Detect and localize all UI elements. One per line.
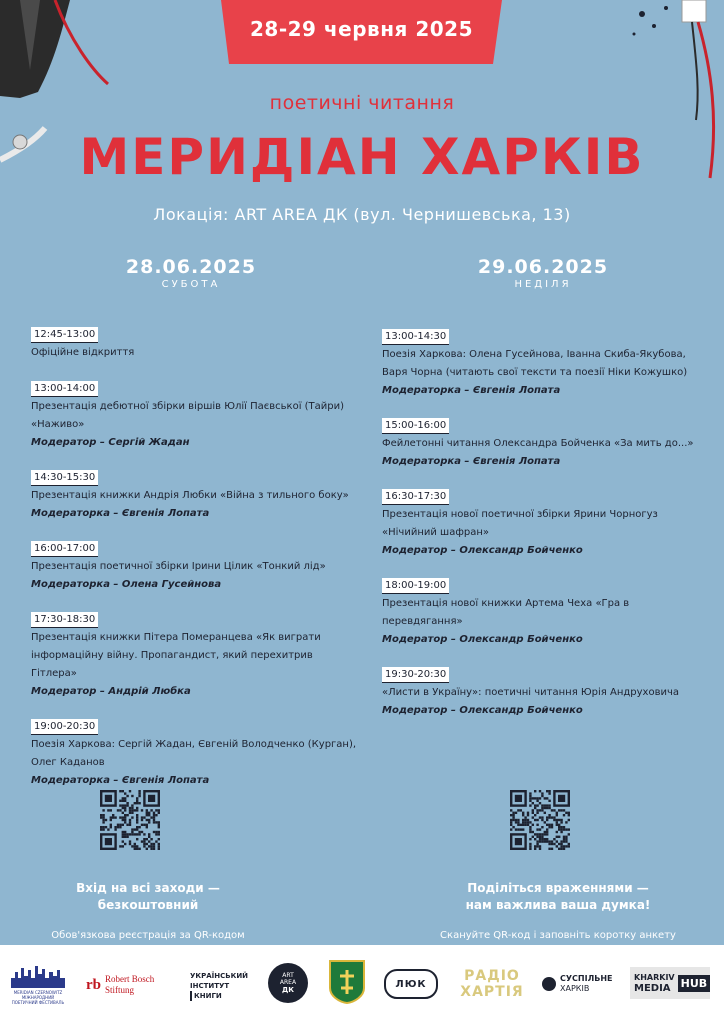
ukrainian-book-institute-logo (190, 967, 256, 1005)
suspilne-kharkiv-logo (542, 969, 618, 999)
bosch-line2: Stiftung (105, 985, 135, 995)
qr-right-caption (428, 880, 688, 941)
radio-khartiia-logo (456, 963, 528, 1005)
kharkiv-media-hub-logo (630, 967, 710, 999)
event-title: Презентація книжки Пітера Померанцева «Як виграти інформаційну війну. Пропагандист, який перехитрив Гітлера» (31, 632, 321, 679)
event-title: «Листи в Україну»: поетичні читання Юрія Андруховича (382, 687, 680, 698)
coat-of-arms-icon (329, 960, 365, 1004)
meridian-czernowitz-logo (8, 959, 68, 1009)
robert-bosch-stiftung-logo (86, 967, 170, 1003)
kharkiv-coat-of-arms-logo (328, 959, 366, 1005)
mediahub-line1: KHARKIV (634, 973, 675, 982)
event-moderator: Модераторка – Олена Гусейнова (31, 579, 222, 590)
event-moderator: Модераторка – Євгенія Лопата (382, 385, 561, 396)
qr-left-caption (18, 880, 278, 941)
event-title: Фейлетонні читання Олександра Бойченка «За мить до...» (382, 438, 694, 449)
page-title: МЕРИДІАН ХАРКІВ (79, 128, 645, 186)
event-title: Презентація нової книжки Артема Чеха «Гра в перевдягання» (382, 598, 630, 627)
day-weekday: НЕДІЛЯ (514, 279, 572, 290)
radio-line1: РАДІО (464, 968, 520, 984)
event-title: Презентація нової поетичної збірки Ярини Чорногуз «Нічийний шафран» (382, 509, 658, 538)
day-date: 29.06.2025 (477, 256, 609, 278)
event-item (31, 465, 357, 522)
event-moderator: Модераторка – Євгенія Лопата (31, 508, 210, 519)
suspilne-line2: ХАРКІВ (560, 984, 590, 993)
event-item (382, 573, 700, 648)
luk-logo (384, 969, 438, 999)
event-moderator: Модератор – Олександр Бойченко (382, 634, 583, 645)
event-item (382, 484, 700, 559)
bosch-rb-mark: rb (86, 976, 101, 993)
luk-text: ЛЮК (395, 978, 427, 990)
event-time: 12:45-13:00 (31, 327, 98, 343)
uib-line1: УКРАЇНСЬКИЙ (190, 972, 249, 980)
event-item (31, 714, 357, 789)
partner-logos (0, 945, 724, 1024)
event-time: 18:00-19:00 (382, 578, 449, 594)
artarea-line3: ДК (282, 986, 294, 994)
mediahub-line3: HUB (678, 975, 711, 992)
registration-qr-code[interactable] (100, 790, 160, 850)
event-item (31, 376, 357, 451)
event-moderator: Модераторка – Євгенія Лопата (382, 456, 561, 467)
suspilne-icon (542, 977, 556, 991)
qr-left-line2: безкоштовний (97, 898, 199, 912)
event-title: Поезія Харкова: Сергій Жадан, Євгеній Володченко (Курган), Олег Каданов (31, 739, 357, 768)
event-moderator: Модератор – Олександр Бойченко (382, 545, 583, 556)
artarea-line1: ART (282, 972, 294, 979)
qr-left-note: Обов'язкова реєстрація за QR-кодом (51, 930, 245, 941)
event-time: 17:30-18:30 (31, 612, 98, 628)
qr-right-line1: Поділіться враженнями — (467, 881, 649, 895)
subtitle: поетичні читання (269, 92, 455, 114)
artarea-line2: AREA (279, 979, 297, 986)
schedule-day-1 (31, 322, 357, 803)
event-time: 16:00-17:00 (31, 541, 98, 557)
event-moderator: Модератор – Андрій Любка (31, 686, 191, 697)
qr-right-note: Скануйте QR-код і заповніть коротку анкету (440, 930, 676, 941)
uib-line3: КНИГИ (190, 991, 222, 1001)
event-time: 16:30-17:30 (382, 489, 449, 505)
feedback-qr-code[interactable] (510, 790, 570, 850)
city-skyline-icon (11, 964, 65, 988)
event-title: Презентація дебютної збірки віршів Юлії Паєвської (Тайри) «Наживо» (31, 401, 345, 430)
day-date: 28.06.2025 (125, 256, 257, 278)
event-time: 13:00-14:30 (382, 329, 449, 345)
art-area-dk-logo (268, 963, 308, 1003)
event-title: Офіційне відкриття (31, 347, 135, 358)
day-header-1 (66, 256, 316, 290)
event-moderator: Модераторка – Євгенія Лопата (31, 775, 210, 786)
date-banner (221, 0, 502, 64)
radio-line2: ХАРТІЯ (460, 984, 524, 1000)
event-time: 15:00-16:00 (382, 418, 449, 434)
event-item (382, 324, 700, 399)
event-time: 14:30-15:30 (31, 470, 98, 486)
event-item (31, 607, 357, 700)
schedule-day-2 (382, 324, 700, 733)
day-weekday: СУБОТА (161, 279, 221, 290)
event-item (382, 413, 700, 470)
uib-line2: ІНСТИТУТ (190, 982, 230, 990)
event-title: Поезія Харкова: Олена Гусейнова, Іванна Скиба-Якубова, Варя Чорна (читають свої тексти та поезії Ніки Кожушко) (382, 349, 688, 378)
location: Локація: ART AREA ДК (вул. Чернишевська, 13) (153, 205, 571, 224)
event-item (31, 322, 357, 362)
event-moderator: Модератор – Сергій Жадан (31, 437, 190, 448)
event-title: Презентація книжки Андрія Любки «Війна з тильного боку» (31, 490, 349, 501)
event-title: Презентація поетичної збірки Ірини Цілик «Тонкий лід» (31, 561, 326, 572)
event-item (382, 662, 700, 719)
mediahub-line2: MEDIA (634, 983, 671, 994)
event-dates: 28-29 червня 2025 (250, 17, 473, 41)
event-time: 19:00-20:30 (31, 719, 98, 735)
event-time: 13:00-14:00 (31, 381, 98, 397)
suspilne-line1: СУСПІЛЬНЕ (560, 974, 613, 983)
meridian-text: MERIDIAN CZERNOWITZ МІЖНАРОДНИЙ ПОЕТИЧНИЙ ФЕСТИВАЛЬ (11, 989, 65, 1005)
event-time: 19:30-20:30 (382, 667, 449, 683)
bosch-line1: Robert Bosch (105, 974, 155, 984)
qr-left-line1: Вхід на всі заходи — (76, 881, 220, 895)
qr-right-line2: нам важлива ваша думка! (465, 898, 651, 912)
day-header-2 (418, 256, 668, 290)
event-item (31, 536, 357, 593)
event-moderator: Модератор – Олександр Бойченко (382, 705, 583, 716)
